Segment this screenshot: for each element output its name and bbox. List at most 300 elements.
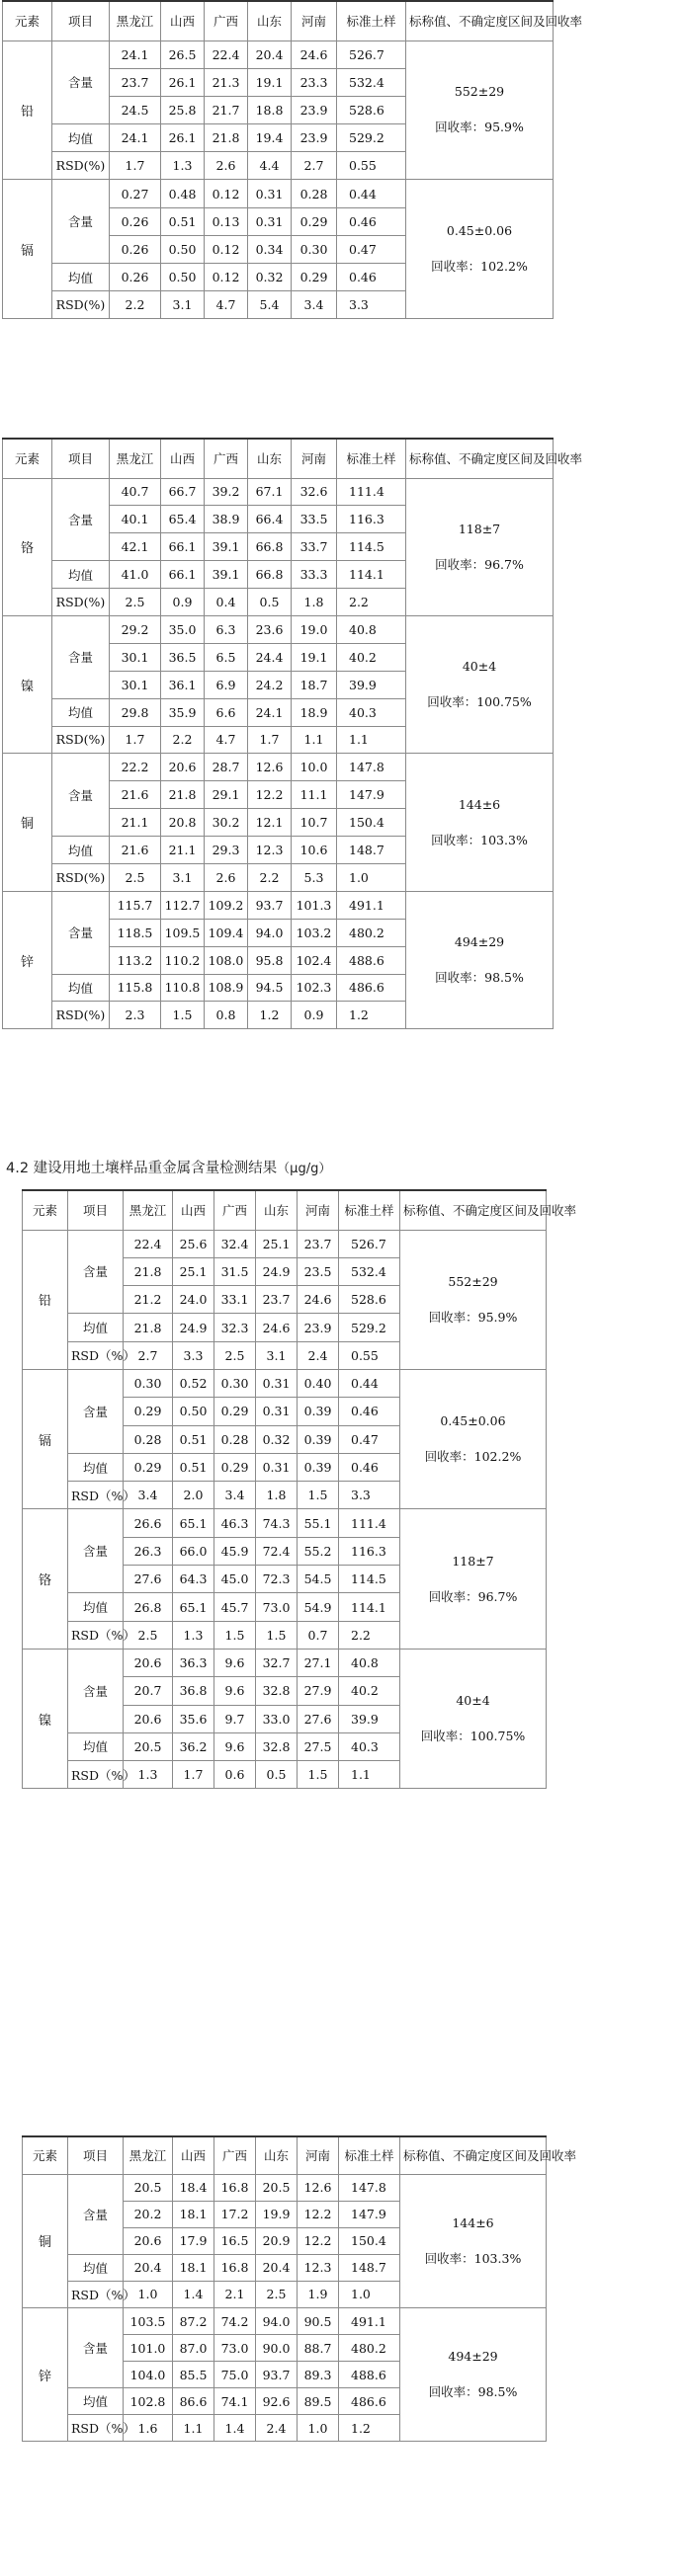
- rsd-label-cell: RSD（%）: [68, 1341, 124, 1369]
- value-cell: 20.5: [256, 2174, 298, 2201]
- value-cell: 66.0: [173, 1537, 214, 1565]
- nominal-spacer: [409, 241, 550, 257]
- value-cell: 12.1: [248, 809, 292, 837]
- rsd-value-cell: 3.1: [161, 863, 205, 891]
- value-cell: 36.1: [161, 671, 205, 698]
- value-cell: 17.9: [173, 2227, 214, 2254]
- content-label-cell: 含量: [68, 2307, 124, 2387]
- value-cell: 25.1: [173, 1257, 214, 1285]
- content-label-cell: 含量: [52, 615, 110, 698]
- value-cell: 0.29: [124, 1398, 173, 1425]
- table-row: [23, 2174, 547, 2201]
- rsd-value-cell: 3.3: [339, 1482, 400, 1509]
- nominal-spacer: [409, 815, 550, 831]
- value-cell: 26.6: [124, 1509, 173, 1537]
- value-cell: 24.9: [256, 1257, 298, 1285]
- rsd-value-cell: 2.4: [298, 1341, 339, 1369]
- rsd-value-cell: 0.55: [337, 152, 406, 180]
- mean-value-cell: 16.8: [214, 2254, 256, 2281]
- mean-value-cell: 114.1: [339, 1593, 400, 1621]
- mean-value-cell: 24.1: [248, 698, 292, 726]
- recovery-rate: 回收率：95.9%: [435, 120, 524, 135]
- mean-value-cell: 110.8: [161, 974, 205, 1002]
- value-cell: 109.5: [161, 919, 205, 946]
- content-label-cell: 含量: [68, 1230, 124, 1314]
- column-header: 元素: [23, 2136, 68, 2174]
- value-cell: 0.32: [256, 1425, 298, 1453]
- column-header: 山东: [256, 1190, 298, 1230]
- nominal-spacer: [403, 2367, 543, 2382]
- column-header: 标称值、不确定度区间及回收率: [406, 1, 554, 40]
- mean-value-cell: 32.3: [214, 1314, 256, 1341]
- mean-value-cell: 39.1: [205, 561, 248, 589]
- recovery-rate: 回收率：103.3%: [431, 832, 528, 847]
- value-cell: 88.7: [298, 2335, 339, 2362]
- rsd-value-cell: 1.1: [337, 726, 406, 754]
- nominal-recovery-cell: [400, 1509, 547, 1649]
- value-cell: 22.4: [124, 1230, 173, 1257]
- nominal-value: 118±7: [452, 1553, 494, 1569]
- rsd-value-cell: 1.3: [124, 1761, 173, 1789]
- mean-value-cell: 0.29: [292, 264, 337, 291]
- rsd-value-cell: 1.5: [214, 1621, 256, 1649]
- value-cell: 24.6: [292, 40, 337, 68]
- rsd-label-cell: RSD（%）: [68, 1761, 124, 1789]
- element-cell: 锌: [3, 891, 52, 1028]
- value-cell: 64.3: [173, 1566, 214, 1593]
- element-cell: 铅: [23, 1230, 68, 1369]
- value-cell: 18.8: [248, 96, 292, 123]
- value-cell: 74.2: [214, 2307, 256, 2334]
- value-cell: 532.4: [339, 1257, 400, 1285]
- value-cell: 102.4: [292, 946, 337, 974]
- element-cell: 铬: [3, 478, 52, 615]
- value-cell: 29.1: [205, 781, 248, 809]
- value-cell: 0.30: [214, 1369, 256, 1397]
- value-cell: 40.8: [339, 1649, 400, 1676]
- value-cell: 23.6: [248, 615, 292, 643]
- value-cell: 33.5: [292, 506, 337, 533]
- mean-value-cell: 18.1: [173, 2254, 214, 2281]
- rsd-value-cell: 3.1: [161, 291, 205, 319]
- rsd-value-cell: 1.7: [110, 726, 161, 754]
- mean-value-cell: 24.1: [110, 124, 161, 152]
- nominal-value: 0.45±0.06: [446, 223, 513, 239]
- mean-value-cell: 21.6: [110, 837, 161, 864]
- nominal-recovery-cell: [406, 891, 554, 1028]
- value-cell: 0.39: [298, 1425, 339, 1453]
- nominal-spacer: [403, 2233, 543, 2249]
- value-cell: 32.7: [256, 1649, 298, 1676]
- value-cell: 115.7: [110, 891, 161, 919]
- value-cell: 20.9: [256, 2227, 298, 2254]
- mean-value-cell: 20.4: [124, 2254, 173, 2281]
- rsd-value-cell: 1.2: [248, 1002, 292, 1029]
- rsd-value-cell: 1.1: [292, 726, 337, 754]
- mean-value-cell: 29.8: [110, 698, 161, 726]
- mean-value-cell: 66.1: [161, 561, 205, 589]
- nominal-value: 552±29: [448, 1273, 498, 1289]
- value-cell: 10.7: [292, 809, 337, 837]
- mean-label-cell: 均值: [68, 1593, 124, 1621]
- value-cell: 0.46: [337, 207, 406, 235]
- value-cell: 17.2: [214, 2201, 256, 2227]
- header-row: [3, 1, 554, 40]
- nominal-recovery-cell: [400, 1369, 547, 1508]
- value-cell: 0.51: [161, 207, 205, 235]
- value-cell: 23.3: [292, 68, 337, 96]
- value-cell: 95.8: [248, 946, 292, 974]
- value-cell: 26.1: [161, 68, 205, 96]
- value-cell: 73.0: [214, 2335, 256, 2362]
- rsd-value-cell: 1.0: [124, 2281, 173, 2307]
- table-row: [23, 1649, 547, 1676]
- value-cell: 0.27: [110, 180, 161, 207]
- mean-label-cell: 均值: [68, 2388, 124, 2415]
- mean-label-cell: 均值: [52, 837, 110, 864]
- recovery-rate: 回收率：103.3%: [424, 2250, 522, 2266]
- value-cell: 103.2: [292, 919, 337, 946]
- column-header: 项目: [52, 439, 110, 478]
- rsd-value-cell: 1.9: [298, 2281, 339, 2307]
- nominal-value: 144±6: [458, 796, 501, 812]
- column-header: 广西: [214, 1190, 256, 1230]
- mean-value-cell: 486.6: [337, 974, 406, 1002]
- content-label-cell: 含量: [68, 1509, 124, 1593]
- value-cell: 116.3: [339, 1537, 400, 1565]
- content-label-cell: 含量: [52, 478, 110, 561]
- rsd-value-cell: 2.5: [256, 2281, 298, 2307]
- value-cell: 32.4: [214, 1230, 256, 1257]
- mean-value-cell: 0.39: [298, 1453, 339, 1481]
- column-header: 河南: [298, 1190, 339, 1230]
- value-cell: 528.6: [339, 1286, 400, 1314]
- mean-value-cell: 73.0: [256, 1593, 298, 1621]
- rsd-value-cell: 0.4: [205, 589, 248, 616]
- value-cell: 6.9: [205, 671, 248, 698]
- column-header: 标称值、不确定度区间及回收率: [400, 2136, 547, 2174]
- nominal-spacer: [409, 952, 550, 968]
- value-cell: 480.2: [337, 919, 406, 946]
- value-cell: 118.5: [110, 919, 161, 946]
- recovery-rate: 回收率：98.5%: [435, 970, 524, 986]
- value-cell: 0.40: [298, 1369, 339, 1397]
- rsd-value-cell: 0.9: [161, 589, 205, 616]
- value-cell: 18.7: [292, 671, 337, 698]
- mean-label-cell: 均值: [68, 1314, 124, 1341]
- value-cell: 114.5: [337, 533, 406, 561]
- value-cell: 12.6: [298, 2174, 339, 2201]
- value-cell: 20.6: [124, 2227, 173, 2254]
- rsd-value-cell: 2.6: [205, 152, 248, 180]
- value-cell: 72.4: [256, 1537, 298, 1565]
- rsd-value-cell: 1.6: [124, 2415, 173, 2442]
- value-cell: 9.7: [214, 1705, 256, 1732]
- value-cell: 39.1: [205, 533, 248, 561]
- rsd-value-cell: 5.3: [292, 863, 337, 891]
- mean-value-cell: 114.1: [337, 561, 406, 589]
- nominal-value: 40±4: [456, 1693, 490, 1709]
- mean-value-cell: 29.3: [205, 837, 248, 864]
- results-table-3: [22, 1189, 577, 1789]
- value-cell: 101.0: [124, 2335, 173, 2362]
- header-row: [23, 1190, 547, 1230]
- rsd-value-cell: 1.0: [337, 863, 406, 891]
- nominal-value: 118±7: [458, 521, 501, 536]
- value-cell: 35.6: [173, 1705, 214, 1732]
- mean-value-cell: 35.9: [161, 698, 205, 726]
- element-cell: 铬: [23, 1509, 68, 1649]
- value-cell: 93.7: [248, 891, 292, 919]
- rsd-value-cell: 1.1: [339, 1761, 400, 1789]
- value-cell: 28.7: [205, 754, 248, 781]
- rsd-value-cell: 4.4: [248, 152, 292, 180]
- value-cell: 0.44: [339, 1369, 400, 1397]
- recovery-rate: 回收率：98.5%: [428, 2384, 518, 2400]
- mean-value-cell: 89.5: [298, 2388, 339, 2415]
- value-cell: 20.8: [161, 809, 205, 837]
- mean-value-cell: 66.8: [248, 561, 292, 589]
- column-header: 标准土样: [339, 2136, 400, 2174]
- column-header: 元素: [3, 439, 52, 478]
- rsd-value-cell: 1.5: [256, 1621, 298, 1649]
- value-cell: 25.1: [256, 1230, 298, 1257]
- value-cell: 108.0: [205, 946, 248, 974]
- value-cell: 150.4: [337, 809, 406, 837]
- element-cell: 镍: [23, 1649, 68, 1788]
- rsd-value-cell: 3.3: [337, 291, 406, 319]
- rsd-label-cell: RSD(%): [52, 291, 110, 319]
- value-cell: 0.29: [292, 207, 337, 235]
- table-row: [23, 1509, 547, 1537]
- rsd-value-cell: 2.7: [292, 152, 337, 180]
- value-cell: 45.9: [214, 1537, 256, 1565]
- recovery-rate: 回收率：95.9%: [428, 1309, 518, 1325]
- rsd-value-cell: 5.4: [248, 291, 292, 319]
- rsd-value-cell: 0.8: [205, 1002, 248, 1029]
- rsd-value-cell: 2.1: [214, 2281, 256, 2307]
- table-2-container: [0, 438, 683, 1029]
- value-cell: 0.28: [292, 180, 337, 207]
- value-cell: 24.1: [110, 40, 161, 68]
- value-cell: 103.5: [124, 2307, 173, 2334]
- nominal-recovery-cell: [400, 1649, 547, 1788]
- value-cell: 32.8: [256, 1677, 298, 1705]
- rsd-value-cell: 2.2: [161, 726, 205, 754]
- value-cell: 35.0: [161, 615, 205, 643]
- value-cell: 0.26: [110, 235, 161, 263]
- rsd-value-cell: 1.5: [298, 1482, 339, 1509]
- value-cell: 526.7: [339, 1230, 400, 1257]
- rsd-value-cell: 1.0: [298, 2415, 339, 2442]
- section-title-unit: （μg/g）: [277, 1162, 332, 1176]
- rsd-label-cell: RSD（%）: [68, 1621, 124, 1649]
- content-label-cell: 含量: [68, 1369, 124, 1453]
- rsd-value-cell: 2.2: [339, 1621, 400, 1649]
- rsd-value-cell: 1.7: [173, 1761, 214, 1789]
- value-cell: 110.2: [161, 946, 205, 974]
- rsd-value-cell: 2.2: [110, 291, 161, 319]
- nominal-value: 494±29: [448, 2349, 498, 2365]
- recovery-rate: 回收率：102.2%: [431, 259, 528, 275]
- value-cell: 74.3: [256, 1509, 298, 1537]
- mean-value-cell: 40.3: [337, 698, 406, 726]
- value-cell: 39.2: [205, 478, 248, 506]
- value-cell: 46.3: [214, 1509, 256, 1537]
- value-cell: 23.5: [298, 1257, 339, 1285]
- table-row: [23, 2307, 547, 2334]
- nominal-recovery-cell: [400, 1230, 547, 1369]
- value-cell: 526.7: [337, 40, 406, 68]
- rsd-value-cell: 2.4: [256, 2415, 298, 2442]
- value-cell: 33.0: [256, 1705, 298, 1732]
- nominal-recovery-cell: [406, 40, 554, 180]
- value-cell: 20.6: [124, 1649, 173, 1676]
- mean-value-cell: 0.32: [248, 264, 292, 291]
- rsd-value-cell: 1.5: [161, 1002, 205, 1029]
- mean-value-cell: 6.6: [205, 698, 248, 726]
- mean-value-cell: 86.6: [173, 2388, 214, 2415]
- rsd-value-cell: 2.5: [110, 589, 161, 616]
- table-row: [3, 40, 554, 68]
- mean-value-cell: 529.2: [339, 1314, 400, 1341]
- mean-value-cell: 21.8: [205, 124, 248, 152]
- recovery-rate: 回收率：96.7%: [435, 556, 524, 572]
- table-row: [3, 891, 554, 919]
- column-header: 元素: [23, 1190, 68, 1230]
- value-cell: 40.2: [339, 1677, 400, 1705]
- value-cell: 20.7: [124, 1677, 173, 1705]
- column-header: 山东: [248, 1, 292, 40]
- rsd-label-cell: RSD（%）: [68, 2415, 124, 2442]
- rsd-value-cell: 1.8: [256, 1482, 298, 1509]
- value-cell: 488.6: [337, 946, 406, 974]
- value-cell: 65.4: [161, 506, 205, 533]
- rsd-value-cell: 1.4: [173, 2281, 214, 2307]
- nominal-value: 0.45±0.06: [440, 1413, 506, 1429]
- value-cell: 87.2: [173, 2307, 214, 2334]
- value-cell: 20.4: [248, 40, 292, 68]
- mean-value-cell: 20.5: [124, 1732, 173, 1760]
- mean-value-cell: 148.7: [339, 2254, 400, 2281]
- value-cell: 21.8: [124, 1257, 173, 1285]
- element-cell: 铅: [3, 40, 52, 180]
- nominal-recovery-cell: [406, 478, 554, 615]
- value-cell: 10.0: [292, 754, 337, 781]
- value-cell: 0.51: [173, 1425, 214, 1453]
- value-cell: 85.5: [173, 2362, 214, 2388]
- column-header: 标准土样: [337, 439, 406, 478]
- value-cell: 40.1: [110, 506, 161, 533]
- value-cell: 12.6: [248, 754, 292, 781]
- value-cell: 27.6: [124, 1566, 173, 1593]
- rsd-value-cell: 4.7: [205, 291, 248, 319]
- mean-value-cell: 9.6: [214, 1732, 256, 1760]
- mean-label-cell: 均值: [52, 264, 110, 291]
- table-3-container: [0, 1189, 683, 1789]
- mean-value-cell: 19.4: [248, 124, 292, 152]
- column-header: 黑龙江: [124, 1190, 173, 1230]
- rsd-label-cell: RSD(%): [52, 1002, 110, 1029]
- element-cell: 镉: [23, 1369, 68, 1508]
- column-header: 标准土样: [339, 1190, 400, 1230]
- value-cell: 0.30: [292, 235, 337, 263]
- content-label-cell: 含量: [52, 180, 110, 264]
- value-cell: 27.1: [298, 1649, 339, 1676]
- mean-value-cell: 0.46: [337, 264, 406, 291]
- content-label-cell: 含量: [68, 2174, 124, 2254]
- value-cell: 90.0: [256, 2335, 298, 2362]
- mean-label-cell: 均值: [68, 1732, 124, 1760]
- value-cell: 66.8: [248, 533, 292, 561]
- value-cell: 25.6: [173, 1230, 214, 1257]
- value-cell: 0.47: [339, 1425, 400, 1453]
- value-cell: 30.1: [110, 671, 161, 698]
- value-cell: 11.1: [292, 781, 337, 809]
- mean-value-cell: 529.2: [337, 124, 406, 152]
- value-cell: 24.5: [110, 96, 161, 123]
- rsd-value-cell: 0.7: [298, 1621, 339, 1649]
- value-cell: 24.4: [248, 643, 292, 671]
- nominal-recovery-cell: [406, 180, 554, 319]
- nominal-spacer: [403, 1571, 543, 1587]
- value-cell: 25.8: [161, 96, 205, 123]
- value-cell: 480.2: [339, 2335, 400, 2362]
- value-cell: 147.8: [337, 754, 406, 781]
- value-cell: 90.5: [298, 2307, 339, 2334]
- value-cell: 24.6: [298, 1286, 339, 1314]
- rsd-value-cell: 1.0: [339, 2281, 400, 2307]
- value-cell: 111.4: [339, 1509, 400, 1537]
- value-cell: 94.0: [256, 2307, 298, 2334]
- value-cell: 55.2: [298, 1537, 339, 1565]
- value-cell: 18.4: [173, 2174, 214, 2201]
- mean-value-cell: 21.8: [124, 1314, 173, 1341]
- value-cell: 66.7: [161, 478, 205, 506]
- column-header: 山西: [173, 2136, 214, 2174]
- rsd-value-cell: 3.4: [214, 1482, 256, 1509]
- results-table-1: [2, 0, 583, 319]
- value-cell: 112.7: [161, 891, 205, 919]
- value-cell: 23.7: [256, 1286, 298, 1314]
- value-cell: 0.34: [248, 235, 292, 263]
- value-cell: 0.46: [339, 1398, 400, 1425]
- value-cell: 23.7: [110, 68, 161, 96]
- nominal-value: 40±4: [462, 659, 497, 675]
- value-cell: 6.5: [205, 643, 248, 671]
- content-label-cell: 含量: [52, 40, 110, 124]
- rsd-label-cell: RSD(%): [52, 589, 110, 616]
- column-header: 河南: [292, 439, 337, 478]
- value-cell: 0.39: [298, 1398, 339, 1425]
- element-cell: 铜: [3, 754, 52, 891]
- value-cell: 54.5: [298, 1566, 339, 1593]
- value-cell: 0.28: [214, 1425, 256, 1453]
- table-row: [3, 615, 554, 643]
- column-header: 黑龙江: [110, 439, 161, 478]
- value-cell: 66.4: [248, 506, 292, 533]
- value-cell: 75.0: [214, 2362, 256, 2388]
- mean-value-cell: 0.51: [173, 1453, 214, 1481]
- mean-value-cell: 0.26: [110, 264, 161, 291]
- mean-value-cell: 12.3: [298, 2254, 339, 2281]
- rsd-value-cell: 1.4: [214, 2415, 256, 2442]
- rsd-value-cell: 2.7: [124, 1341, 173, 1369]
- column-header: 黑龙江: [110, 1, 161, 40]
- value-cell: 23.9: [292, 96, 337, 123]
- value-cell: 72.3: [256, 1566, 298, 1593]
- mean-value-cell: 23.9: [298, 1314, 339, 1341]
